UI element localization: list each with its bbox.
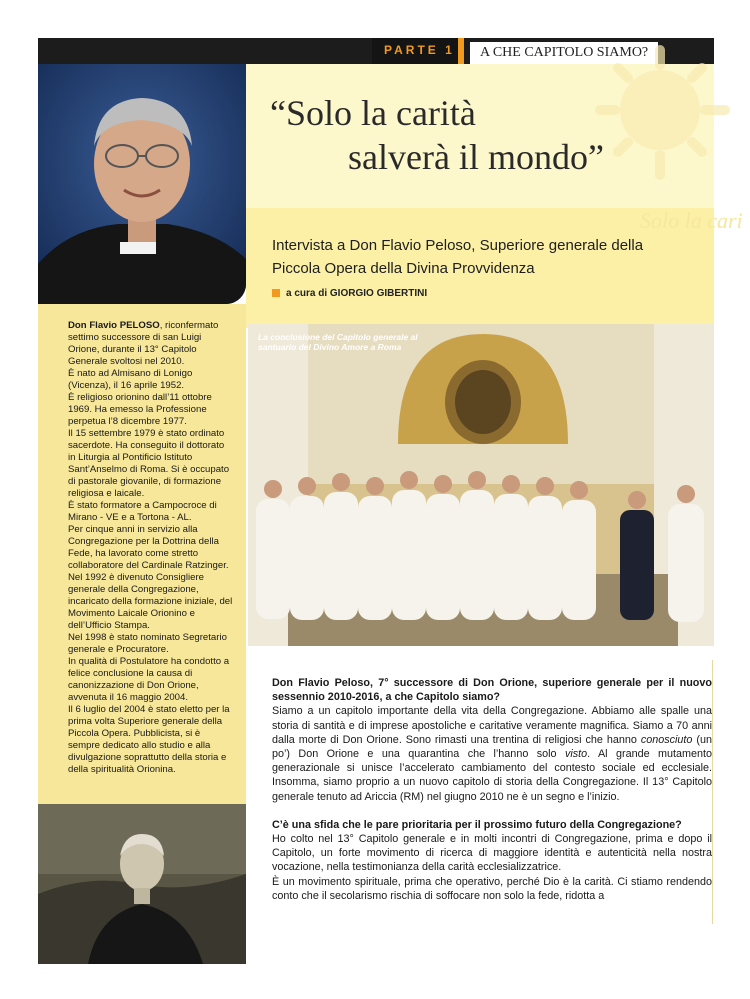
byline-text: a cura di GIORGIO GIBERTINI (286, 288, 428, 299)
chapter-group-photo (248, 324, 714, 646)
section-title: A CHE CAPITOLO SIAMO? (470, 42, 658, 64)
bio-paragraph: Per cinque anni in servizio alla Congregazione per la Dottrina della Fede, ha lavorato come stretto collaboratore del Cardinale Ratzinger. Nel 1992 è divenuto Consigliere generale della Congregazione, incaricato della formazione iniziale, del Movimento Laicale Orionino e dell’Ufficio Stampa. (68, 524, 233, 631)
interview-question: C’è una sfida che le pare prioritaria per il prossimo futuro della Congregazione? (272, 818, 682, 831)
interview-question: Don Flavio Peloso, 7° successore di Don Orione, superiore generale per il nuovo sessennio 2010-2016, a che Capitolo siamo? (272, 677, 712, 704)
bio-paragraph: È stato formatore a Campocroce di Mirano - VE e a Tortona - AL. (68, 500, 217, 523)
bio-paragraph: In qualità di Postulatore ha condotto a felice conclusione la causa di canonizzazione di Don Orione, avvenuta il 16 maggio 2004. (68, 656, 230, 703)
article-body (272, 676, 712, 903)
part-label: PARTE 1 (384, 43, 455, 57)
bio-paragraph: Il 6 luglio del 2004 è stato eletto per la prima volta Superiore generale della Piccola Opera. Pubblicista, si è sempre dedicato allo studio e alla divulgazione soprattutto della storia e della spiritualità Orionina. (68, 704, 230, 775)
bio-paragraph: Il 15 settembre 1979 è stato ordinato sacerdote. Ha conseguito il dottorato in Liturgia al Pontificio Istituto Sant’Anselmo di Roma. Si è occupato di pastorale giovanile, di formazione religiosa e laicale. (68, 428, 230, 499)
don-orione-photo (38, 804, 246, 964)
photo-caption: La conclusione del Capitolo generale al santuario del Divino Amore a Roma (258, 332, 418, 352)
column-divider (712, 660, 713, 924)
interview-answer: È un movimento spirituale, prima che operativo, perché Dio è la carità. Ci stiamo rendendo conto che il secolarismo rischia di soffocare non solo la fede, ridotta a (272, 875, 712, 902)
bio-paragraph: È nato ad Almisano di Lonigo (Vicenza), il 16 aprile 1952. (68, 368, 193, 391)
sun-decoration-icon (560, 40, 740, 220)
bio-name: Don Flavio PELOSO (68, 320, 160, 331)
bio-paragraph: Nel 1998 è stato nominato Segretario generale e Procuratore. (68, 632, 227, 655)
byline (272, 288, 427, 299)
interview-answer: Siamo a un capitolo importante della vita della Congregazione. Abbiamo alle spalle una storia di santità e di imprese apostoliche e caritative veramente magnifica. Siamo a 70 anni dalla morte di Don Orione. Sono rimasti una trentina di religiosi che hanno conosciuto (un po’) Don Orione e una quarantina che l’hanno solo visto. Al grande mutamento generazionale si unisce l’accelerato cambiamento del contesto sociale ed ecclesiale. Insomma, siamo proprio a un nuovo capitolo di storia della Congregazione. Il 13° Capitolo generale tenuto ad Ariccia (RM) nel giugno 2010 ne è un segno e l’inizio. (272, 705, 713, 803)
bio-paragraph: È religioso orionino dall’11 ottobre 1969. Ha emesso la Professione perpetua l’8 dicembre 1977. (68, 392, 212, 427)
article-title-line-2: salverà il mondo” (348, 137, 604, 177)
article-title-line-1: “Solo la carità (270, 93, 476, 133)
byline-bullet-icon (272, 289, 280, 297)
portrait-photo (38, 64, 246, 304)
bio-text (68, 320, 234, 776)
bio-paragraph: Don Flavio PELOSO, riconfermato settimo successore di san Luigi Orione, durante il 13° Capitolo Generale svoltosi nel 2010. (68, 320, 219, 367)
watermark-text: Solo la cari (640, 208, 743, 233)
interview-answer: Ho colto nel 13° Capitolo generale e in molti incontri di Congregazione, prima e dopo il Capitolo, un forte movimento di ricerca di maggiore identità e autenticità nella nostra vocazione, nella testimonianza della carità ecclesializzatrice. (272, 833, 712, 874)
article-subtitle: Intervista a Don Flavio Peloso, Superiore generale della Piccola Opera della Divina Provvidenza (272, 237, 644, 277)
